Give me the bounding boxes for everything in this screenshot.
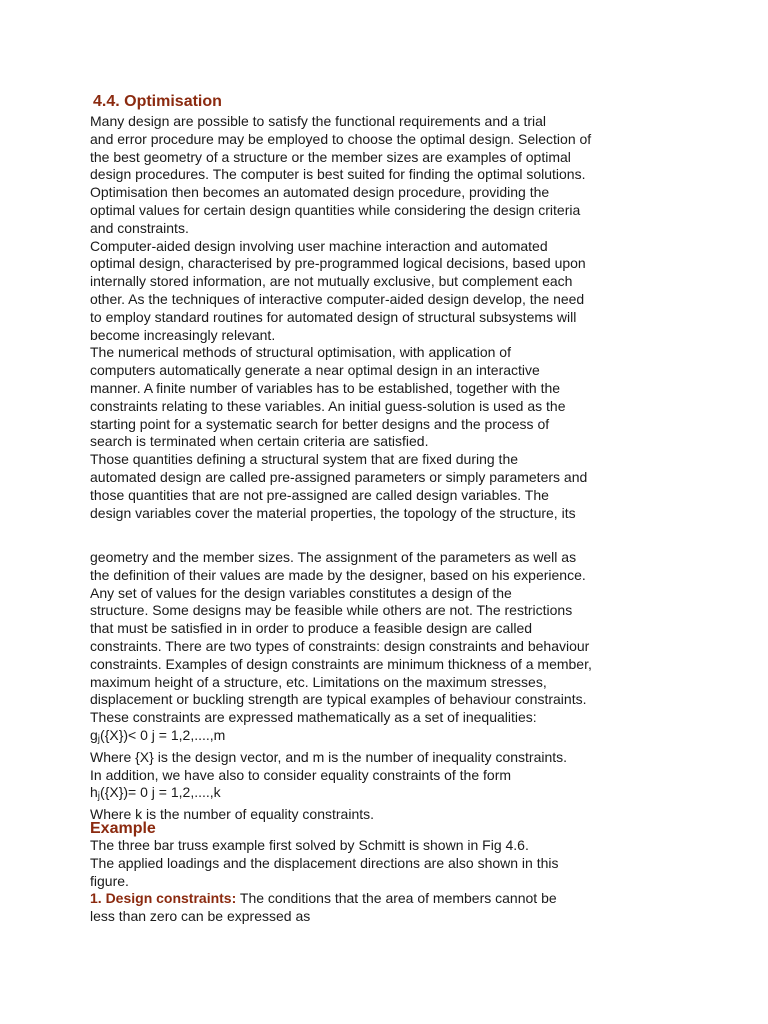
design-constraints-term: 1. Design constraints: bbox=[90, 890, 237, 907]
text-line: design variables cover the material properties, the topology of the structure, its bbox=[90, 504, 576, 521]
text-line: search is terminated when certain criteria are satisfied. bbox=[90, 433, 429, 450]
text-line: those quantities that are not pre-assigned are called design variables. The bbox=[90, 486, 549, 503]
text-line: optimal design, characterised by pre-programmed logical decisions, based upon bbox=[90, 255, 586, 272]
text-line: Those quantities defining a structural system that are fixed during the bbox=[90, 451, 519, 468]
text-line: constraints. There are two types of constraints: design constraints and behaviour bbox=[90, 637, 590, 654]
design-constraints-line: 1. Design constraints: The conditions that the area of members cannot be bbox=[90, 890, 557, 907]
text-line: constraints relating to these variables. An initial guess-solution is used as the bbox=[90, 397, 566, 414]
text-line: starting point for a systematic search for better designs and the process of bbox=[90, 415, 550, 432]
text-line: Computer-aided design involving user machine interaction and automated bbox=[90, 237, 548, 254]
paragraph-block-3 bbox=[90, 837, 650, 926]
text-line: other. As the techniques of interactive computer-aided design develop, the need bbox=[90, 290, 585, 307]
text-line: Where k is the number of equality constraints. bbox=[90, 806, 375, 823]
text-line: These constraints are expressed mathematically as a set of inequalities: bbox=[90, 709, 537, 726]
text-line: design procedures. The computer is best suited for finding the optimal solutions. bbox=[90, 166, 586, 183]
text-line: internally stored information, are not mutually exclusive, but complement each bbox=[90, 273, 573, 290]
text-line: that must be satisfied in in order to produce a feasible design are called bbox=[90, 620, 533, 637]
text-line: manner. A finite number of variables has to be established, together with the bbox=[90, 379, 561, 396]
equality-formula: $h_j(\{X\})= 0$ j = 1,2,....,k bbox=[90, 784, 221, 803]
text-line: the definition of their values are made by the designer, based on his experience. bbox=[90, 566, 586, 583]
text-line: become increasingly relevant. bbox=[90, 326, 276, 343]
text-line: Where {X} is the design vector, and m is the number of inequality constraints. bbox=[90, 748, 568, 765]
inequality-formula: $g_j(\{X\})< 0$ j = 1,2,....,m bbox=[90, 726, 226, 745]
text-line: optimal values for certain design quantities while considering the design criteria bbox=[90, 201, 581, 218]
paragraph-block-1 bbox=[90, 113, 650, 522]
text-line: figure. bbox=[90, 872, 129, 889]
text-line: constraints. Examples of design constraints are minimum thickness of a member, bbox=[90, 655, 592, 672]
text-line: automated design are called pre-assigned parameters or simply parameters and bbox=[90, 468, 588, 485]
text-line: geometry and the member sizes. The assignment of the parameters as well as bbox=[90, 549, 577, 565]
text-line: In addition, we have also to consider equality constraints of the form bbox=[90, 766, 512, 783]
example-heading: Example bbox=[90, 820, 156, 837]
text-line: to employ standard routines for automated design of structural subsystems will bbox=[90, 308, 577, 325]
text-line: Any set of values for the design variables constitutes a design of the bbox=[90, 584, 512, 601]
text-line: computers automatically generate a near optimal design in an interactive bbox=[90, 362, 540, 379]
text-line: the best geometry of a structure or the member sizes are examples of optimal bbox=[90, 148, 571, 165]
text-line: and error procedure may be employed to choose the optimal design. Selection of bbox=[90, 130, 592, 147]
text-line: Optimisation then becomes an automated design procedure, providing the bbox=[90, 184, 550, 201]
text-line: and constraints. bbox=[90, 219, 189, 236]
text-line: less than zero can be expressed as bbox=[90, 908, 311, 925]
section-heading: 4.4. Optimisation bbox=[93, 93, 222, 110]
paragraph-block-2 bbox=[90, 549, 650, 824]
text-line: The numerical methods of structural optimisation, with application of bbox=[90, 344, 511, 361]
text-line: structure. Some designs may be feasible while others are not. The restrictions bbox=[90, 602, 573, 619]
text-line: displacement or buckling strength are typical examples of behaviour constraints. bbox=[90, 691, 587, 708]
text-line: Many design are possible to satisfy the functional requirements and a trial bbox=[90, 113, 547, 129]
text-line: The three bar truss example first solved by Schmitt is shown in Fig 4.6. bbox=[90, 837, 529, 853]
text-line: The applied loadings and the displacement directions are also shown in this bbox=[90, 854, 559, 871]
text-line: maximum height of a structure, etc. Limitations on the maximum stresses, bbox=[90, 673, 547, 690]
